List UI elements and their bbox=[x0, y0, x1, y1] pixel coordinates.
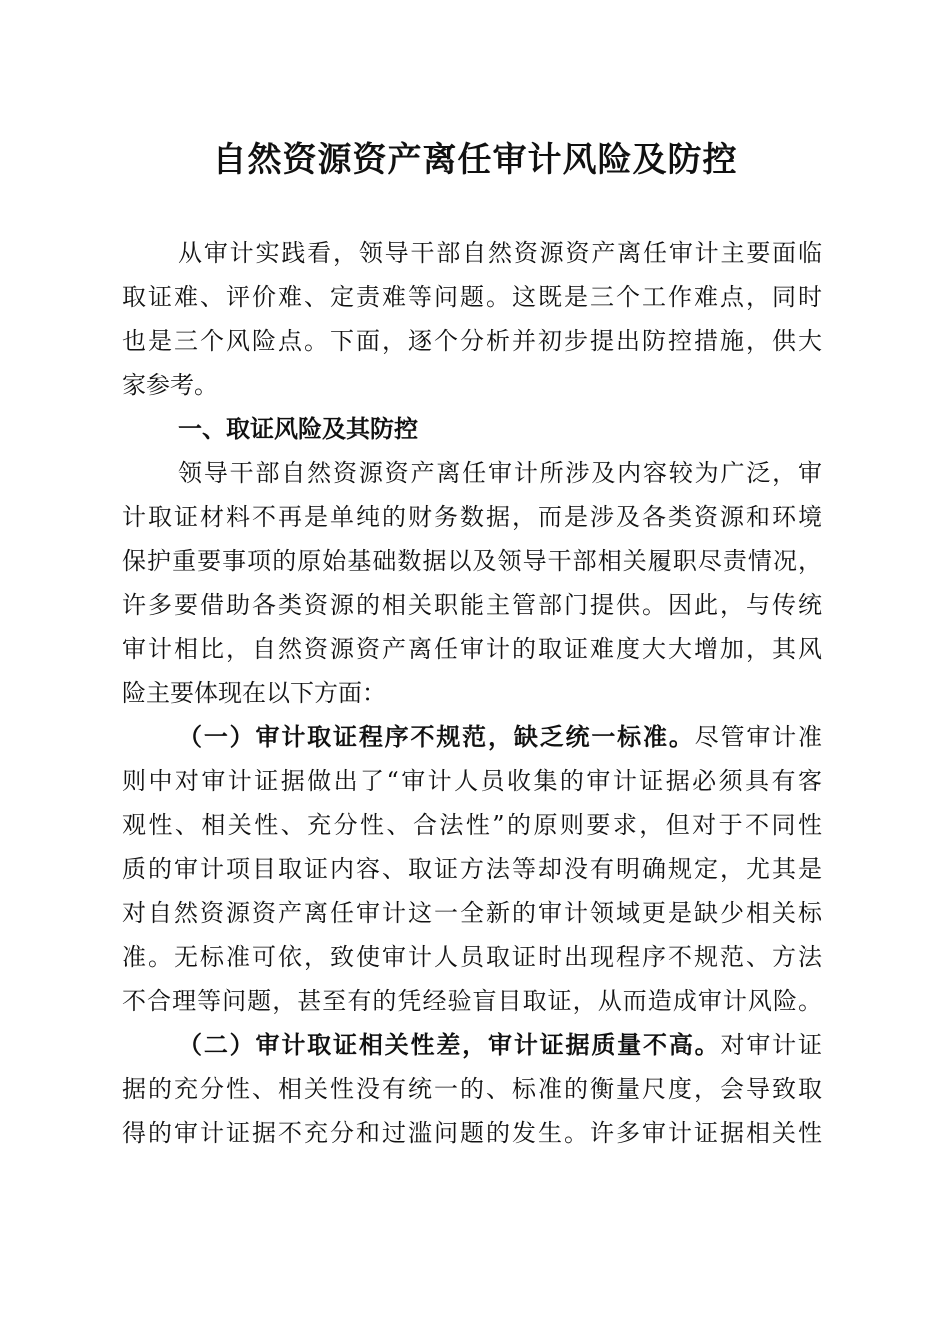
text-line: 得的审计证据不充分和过滥问题的发生。许多审计证据相关性 bbox=[122, 1119, 822, 1147]
text-line: 领导干部自然资源资产离任审计所涉及内容较为广泛，审 bbox=[178, 459, 822, 487]
text-line: 质的审计项目取证内容、取证方法等却没有明确规定，尤其是 bbox=[122, 855, 822, 883]
paragraph-subsection-1 bbox=[122, 715, 822, 1023]
text-line: 险主要体现在以下方面： bbox=[122, 679, 386, 707]
text-line: 观性、相关性、充分性、合法性”的原则要求，但对于不同性 bbox=[122, 811, 822, 839]
text-line: 对自然资源资产离任审计这一全新的审计领域更是缺少相关标 bbox=[122, 899, 822, 927]
subsection-lead: （二）审计取证相关性差，审计证据质量不高。 bbox=[178, 1030, 721, 1059]
text-line bbox=[122, 1155, 822, 1199]
text-line: 许多要借助各类资源的相关职能主管部门提供。因此，与传统 bbox=[122, 591, 822, 619]
text-line: 保护重要事项的原始基础数据以及领导干部相关履职尽责情况， bbox=[122, 547, 822, 575]
document-body bbox=[122, 231, 822, 1199]
text-line: 从审计实践看，领导干部自然资源资产离任审计主要面临 bbox=[178, 239, 822, 267]
text-line: 则中对审计证据做出了“审计人员收集的审计证据必须具有客 bbox=[122, 767, 822, 795]
text-span: 尽管审计准 bbox=[694, 723, 823, 751]
text-line: 计取证材料不再是单纯的财务数据，而是涉及各类资源和环境 bbox=[122, 503, 822, 531]
paragraph-intro bbox=[122, 231, 822, 407]
text-line: 也是三个风险点。下面，逐个分析并初步提出防控措施，供大 bbox=[122, 327, 822, 355]
text-line: 取证难、评价难、定责难等问题。这既是三个工作难点，同时 bbox=[122, 283, 822, 311]
text-line bbox=[122, 1023, 822, 1067]
subsection-lead: （一）审计取证程序不规范，缺乏统一标准。 bbox=[178, 722, 695, 751]
text-line: 家参考。 bbox=[122, 371, 218, 399]
text-line: 准。无标准可依，致使审计人员取证时出现程序不规范、方法 bbox=[122, 943, 822, 971]
text-line: 据的充分性、相关性没有统一的、标准的衡量尺度，会导致取 bbox=[122, 1075, 822, 1103]
text-line: 不合理等问题，甚至有的凭经验盲目取证，从而造成审计风险。 bbox=[122, 987, 822, 1015]
document-title: 自然资源资产离任审计风险及防控 bbox=[212, 140, 738, 180]
text-line: 审计相比，自然资源资产离任审计的取证难度大大增加，其风 bbox=[122, 635, 822, 663]
text-line bbox=[122, 715, 822, 759]
section-heading: 一、取证风险及其防控 bbox=[178, 415, 418, 443]
paragraph-subsection-2 bbox=[122, 1023, 822, 1199]
paragraph-evidence-risk bbox=[122, 451, 822, 715]
text-span: 对审计证 bbox=[720, 1031, 822, 1059]
